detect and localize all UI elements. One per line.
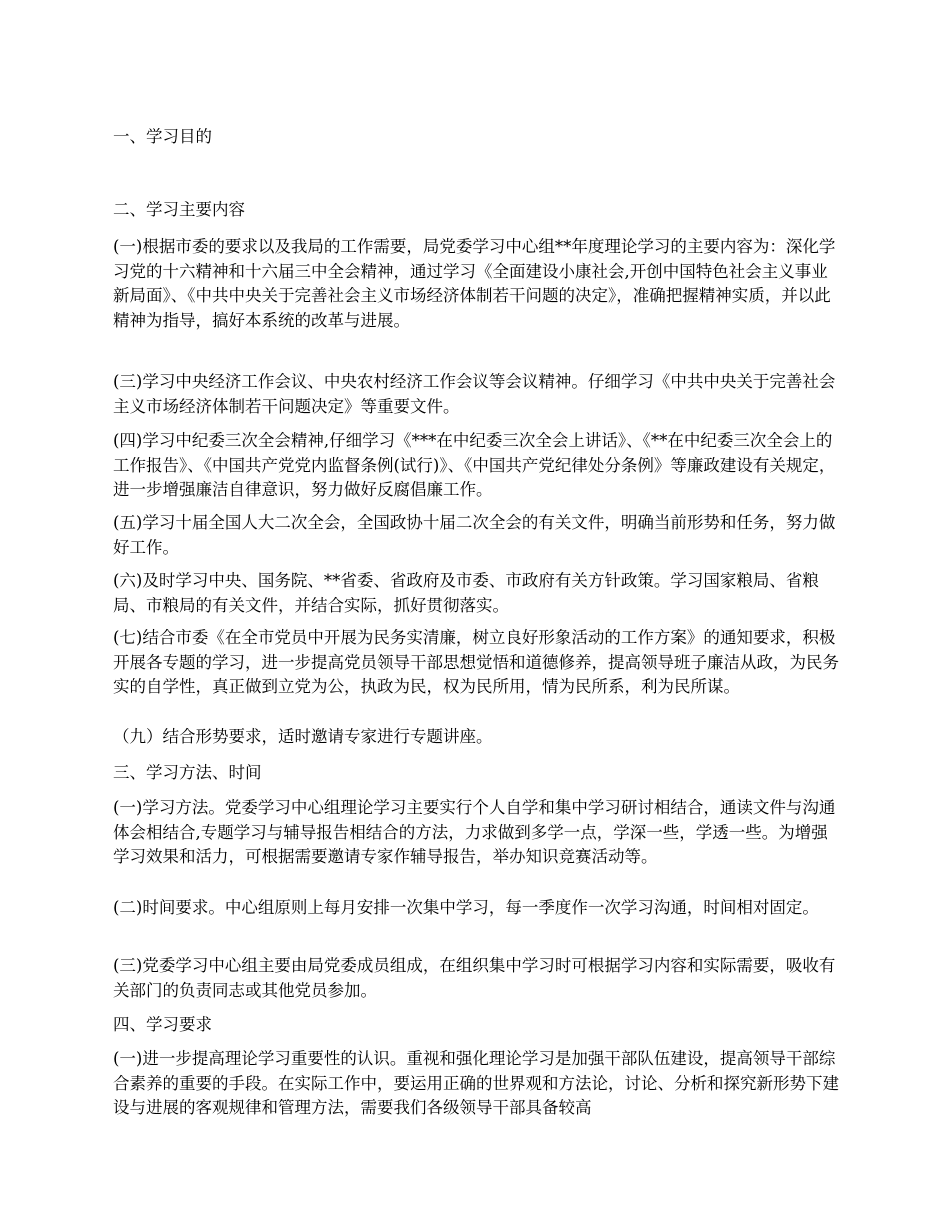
paragraph-method: (一)学习方法。党委学习中心组理论学习主要实行个人自学和集中学习研讨相结合，通读文件与沟通体会相结合,专题学习与辅导报告相结合的方法，力求做到多学一点，学深一些，学透一些。为增强学习效果和活力，可根据需要邀请专家作辅导报告，举办知识竞赛活动等。 [113, 798, 836, 866]
paragraph-members: (三)党委学习中心组主要由局党委成员组成，在组织集中学习时可根据学习内容和实际需要，吸收有关部门的负责同志或其他党员参加。 [113, 956, 836, 1000]
paragraph-content-3: (三)学习中央经济工作会议、中央农村经济工作会议等会议精神。仔细学习《中共中央关于完善社会主义市场经济体制若干问题决定》等重要文件。 [113, 372, 836, 416]
paragraph-content-5: (五)学习十届全国人大二次全会，全国政协十届二次全会的有关文件，明确当前形势和任务，努力做好工作。 [113, 513, 836, 557]
heading-method-time: 三、学习方法、时间 [113, 763, 262, 782]
paragraph-requirement-1: (一)进一步提高理论学习重要性的认识。重视和强化理论学习是加强干部队伍建设，提高领导干部综合素养的重要的手段。在实际工作中，要运用正确的世界观和方法论，讨论、分析和探究新形势下建设与进展的客观规律和管理方法，需要我们各级领导干部具备较高 [113, 1049, 839, 1117]
paragraph-content-7: (七)结合市委《在全市党员中开展为民务实清廉，树立良好形象活动的工作方案》的通知要求，积极开展各专题的学习，进一步提高党员领导干部思想觉悟和道德修养，提高领导班子廉洁从政，为民务实的自学性，真正做到立党为公，执政为民，权为民所用，情为民所系，利为民所谋。 [113, 628, 839, 696]
paragraph-content-4: (四)学习中纪委三次全会精神,仔细学习《***在中纪委三次全会上讲话》、《**在中纪委三次全会上的工作报告》、《中国共产党党内监督条例(试行)》、《中国共产党纪律处分条例》等廉政建设有关规定，进一步增强廉洁自律意识，努力做好反腐倡廉工作。 [113, 431, 836, 499]
paragraph-content-9: （九）结合形势要求，适时邀请专家进行专题讲座。 [113, 727, 493, 746]
heading-study-purpose: 一、学习目的 [113, 127, 212, 146]
paragraph-content-6: (六)及时学习中央、国务院、**省委、省政府及市委、市政府有关方针政策。学习国家粮局、省粮局、市粮局的有关文件，并结合实际，抓好贯彻落实。 [113, 571, 819, 615]
paragraph-time: (二)时间要求。中心组原则上每月安排一次集中学习，每一季度作一次学习沟通，时间相对固定。 [113, 898, 819, 917]
heading-main-content: 二、学习主要内容 [113, 200, 245, 219]
heading-requirements: 四、学习要求 [113, 1015, 212, 1034]
paragraph-content-1: (一)根据市委的要求以及我局的工作需要，局党委学习中心组**年度理论学习的主要内容为：深化学习党的十六精神和十六届三中全会精神，通过学习《全面建设小康社会,开创中国特色社会主义事业新局面》、《中共中央关于完善社会主义市场经济体制若干问题的决定》，准确把握精神实质，并以此精神为指导，搞好本系统的改革与进展。 [113, 237, 836, 330]
